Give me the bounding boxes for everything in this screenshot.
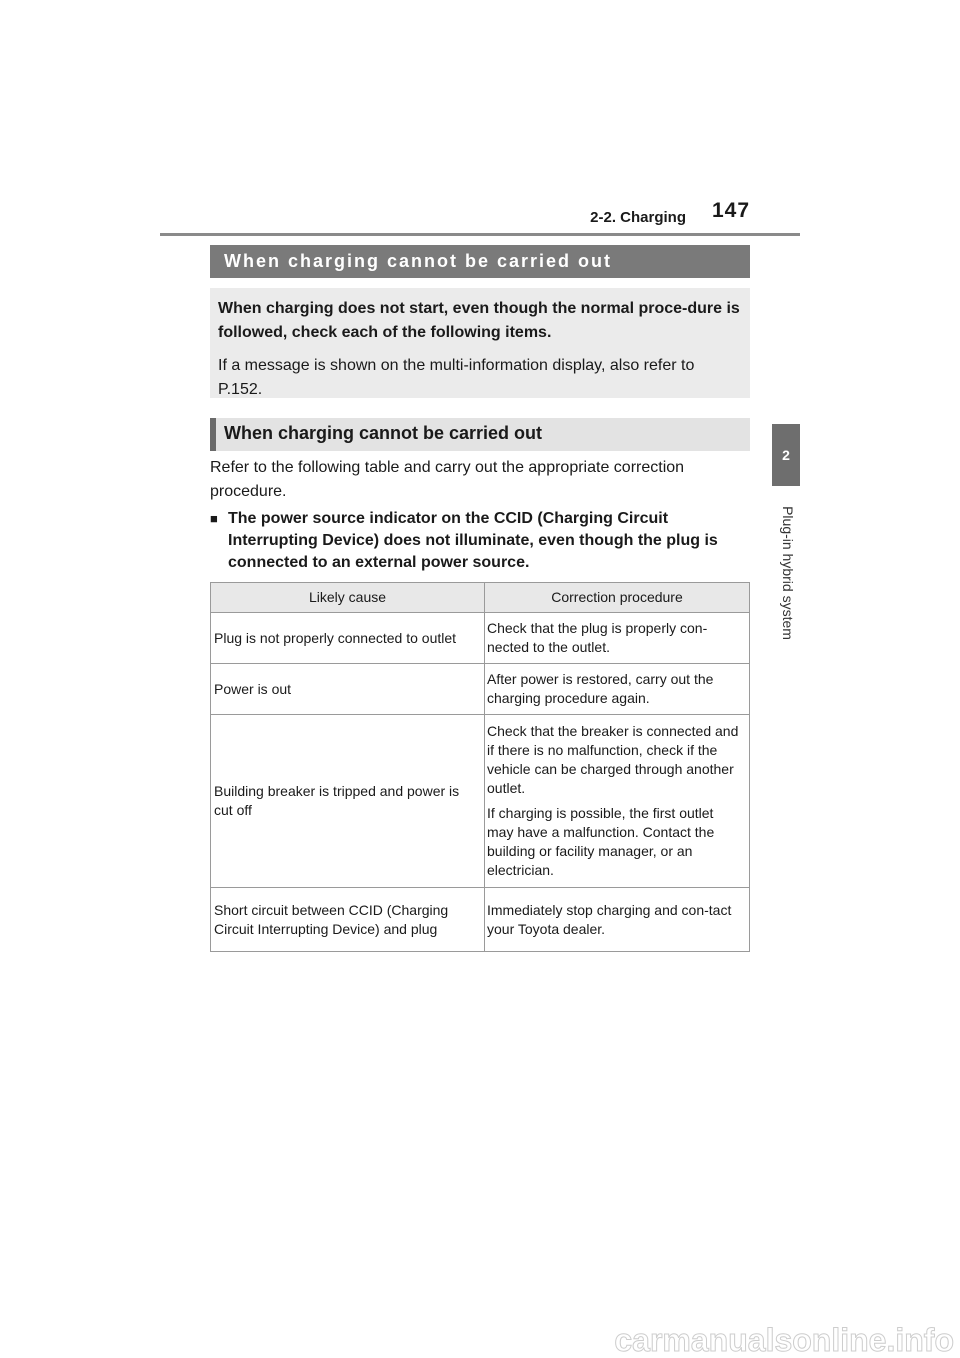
intro-text: If a message is shown on the multi-information display, also refer to P.152. (218, 357, 695, 398)
correction-cell (485, 664, 750, 715)
intro-bold-text: When charging does not start, even though the normal proce-dure is followed, check each of the following items. (218, 300, 740, 341)
correction-text: After power is restored, carry out the charging procedure again. (487, 671, 714, 706)
correction-cell (485, 715, 750, 888)
table-header-row (211, 583, 750, 613)
subheading: When charging cannot be carried out (210, 418, 750, 451)
chapter-tab-label: Plug-in hybrid system (780, 506, 796, 640)
page-number: 147 (712, 199, 751, 222)
body-paragraph: Refer to the following table and carry out the appropriate correction procedure. (210, 459, 685, 500)
cause-cell: Building breaker is tripped and power is cut off (211, 715, 485, 888)
table-row (211, 613, 750, 664)
cause-cell: Power is out (211, 664, 485, 715)
table-row (211, 888, 750, 952)
table-row (211, 715, 750, 888)
correction-text: Check that the breaker is connected and if there is no malfunction, check if the vehicle can be charged through another outlet. (487, 723, 739, 796)
bullet-square-icon: ■ (210, 511, 218, 526)
correction-text: Check that the plug is properly con-nected to the outlet. (487, 620, 708, 655)
correction-text: Immediately stop charging and con-tact your Toyota dealer. (487, 901, 732, 937)
bullet-text: The power source indicator on the CCID (Charging Circuit Interrupting Device) does not illuminate, even though the plug is connected to an external power source. (228, 510, 718, 571)
intro-box (210, 288, 750, 398)
watermark-text: carmanualsonline.info (614, 1322, 954, 1358)
cause-cell: Short circuit between CCID (Charging Circuit Interrupting Device) and plug (211, 888, 485, 952)
column-header-correction-procedure: Correction procedure (485, 583, 750, 613)
section-title-bar: When charging cannot be carried out (210, 245, 750, 278)
correction-cell (485, 613, 750, 664)
correction-cell (485, 888, 750, 952)
header-divider (160, 233, 800, 236)
correction-text: If charging is possible, the first outlet may have a malfunction. Contact the building or facility manager, or an electrician. (487, 805, 715, 878)
cause-cell: Plug is not properly connected to outlet (211, 613, 485, 664)
chapter-tab-number: 2 (772, 424, 800, 486)
section-title: 2-2. Charging (590, 209, 686, 226)
column-header-likely-cause: Likely cause (211, 583, 485, 613)
table-row (211, 664, 750, 715)
troubleshooting-table (210, 582, 750, 952)
bullet-item (210, 508, 750, 574)
watermark-logo (0, 1322, 960, 1358)
